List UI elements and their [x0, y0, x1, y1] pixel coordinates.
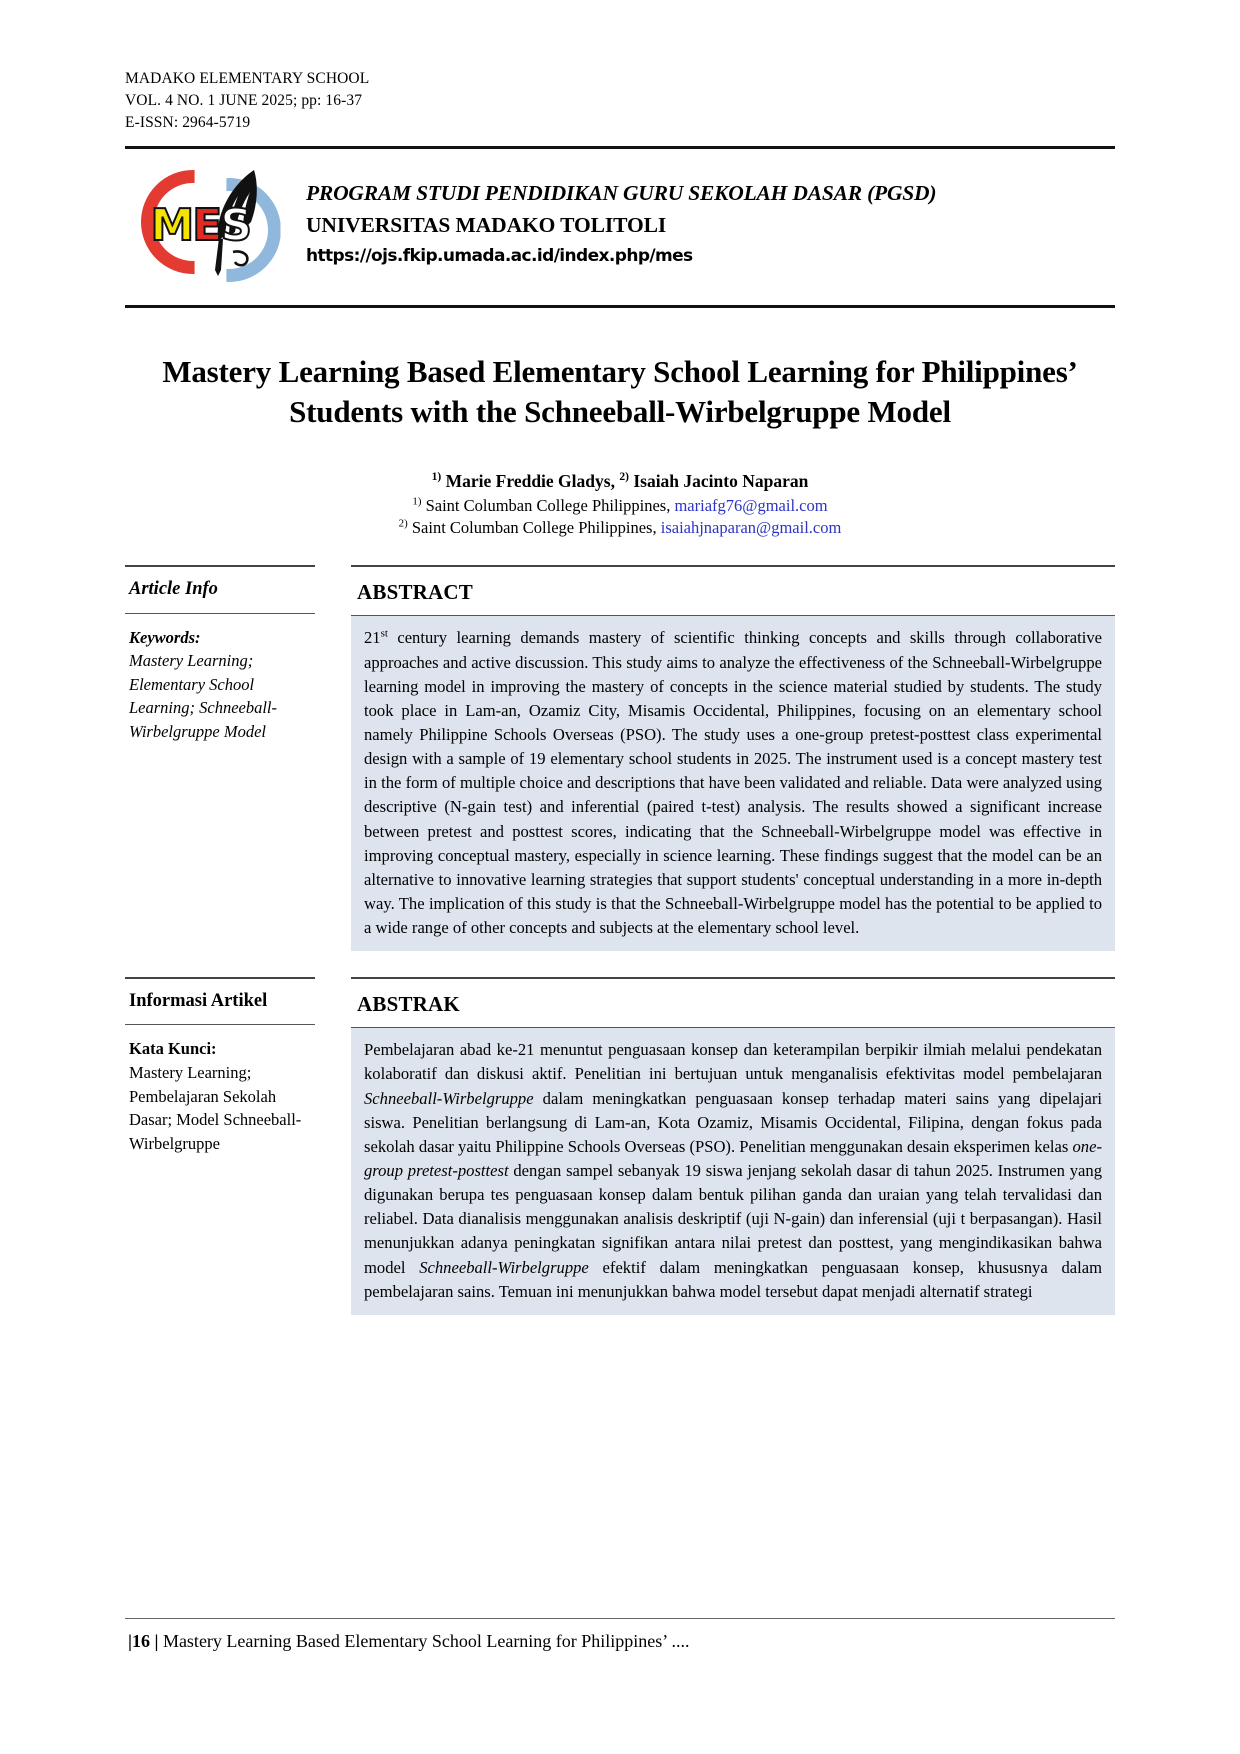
logo-letter-e: E	[192, 200, 221, 251]
kata-kunci-block	[125, 1025, 315, 1155]
abstrak-heading: ABSTRAK	[357, 992, 460, 1017]
indonesian-info-column	[125, 977, 315, 1315]
affiliation-2	[125, 517, 1115, 539]
abstrak-part-4: efektif dalam meningkatkan penguasaan konsep, khususnya dalam pembelajaran sains. Temuan ini menunjukkan bahwa model tersebut dapat menjadi alternatif strategi	[364, 1257, 1102, 1301]
volume-issue-pages: VOL. 4 NO. 1 JUNE 2025; pp: 16-37	[125, 92, 363, 109]
author-2-name: Isaiah Jacinto Naparan	[633, 470, 809, 491]
english-abstract-section	[125, 565, 1115, 951]
abstrak-italic-2: one-group pretest-posttest	[364, 1136, 1102, 1180]
masthead-text	[300, 181, 1115, 266]
page-footer	[128, 1631, 689, 1652]
abstract-lead-number: 21	[364, 628, 381, 648]
footer-divider	[125, 1618, 1115, 1619]
logo-letter-m: M	[150, 200, 193, 251]
abstrak-part-1: Pembelajaran abad ke-21 menuntut penguasaan konsep dan keterampilan berpikir ilmiah melalui pendekatan kolaboratif dan diskusi aktif. Penelitian ini bertujuan untuk menganalisis efektivitas model pembelajaran	[364, 1040, 1102, 1084]
abstract-lead-ordinal: st	[380, 627, 388, 640]
masthead	[125, 149, 1115, 293]
kata-kunci-value: Mastery Learning; Pembelajaran Sekolah Dasar; Model Schneeball-Wirbelgruppe	[129, 1063, 302, 1153]
author-2-email-link[interactable]: isaiahjnaparan@gmail.com	[660, 518, 842, 538]
abstract-text-english	[351, 616, 1115, 951]
abstrak-italic-1: Schneeball-Wirbelgruppe	[364, 1088, 534, 1108]
running-head	[125, 68, 1115, 134]
keywords-value: Mastery Learning; Elementary School Learning; Schneeball-Wirbelgruppe Model	[129, 651, 278, 741]
affiliation-1-text: Saint Columban College Philippines,	[425, 495, 671, 515]
footer-page-number: |16 |	[128, 1631, 159, 1651]
indonesian-abstract-section	[125, 977, 1115, 1315]
informasi-artikel-heading: Informasi Artikel	[129, 991, 268, 1012]
article-info-heading: Article Info	[129, 579, 218, 600]
logo-letter-s: S	[220, 200, 251, 251]
affiliation-block	[125, 495, 1115, 540]
affiliation-2-text: Saint Columban College Philippines,	[411, 518, 657, 538]
author-1-name: Marie Freddie Gladys,	[445, 470, 615, 491]
author-1-marker: 1)	[431, 470, 442, 483]
program-line: PROGRAM STUDI PENDIDIKAN GURU SEKOLAH DASAR (PGSD)	[306, 180, 937, 205]
abstrak-italic-3: Schneeball-Wirbelgruppe	[419, 1257, 589, 1277]
logo-mes-letters	[150, 200, 251, 251]
affiliation-2-marker: 2)	[398, 517, 408, 530]
author-list	[125, 471, 1115, 492]
abstract-text-indonesian	[351, 1028, 1115, 1315]
journal-name: MADAKO ELEMENTARY SCHOOL	[125, 70, 370, 87]
author-2-marker: 2)	[619, 470, 629, 483]
abstract-body: century learning demands mastery of scientific thinking concepts and skills through collaborative approaches and active discussion. This study aims to analyze the effectiveness of the Schneeball-Wirbelgruppe learning model in improving the mastery of concepts in the science material studied by students. The study took place in Lam-an, Ozamiz City, Misamis Occidental, Philippines, focusing on an elementary school namely Philippine Schools Overseas (PSO). The study uses a one-group pretest-posttest class experimental design with a sample of 19 elementary school students in 2025. The instrument used is a concept mastery test in the form of multiple choice and descriptions that have been validated and reliable. Data were analyzed using descriptive (N-gain test) and inferential (paired t-test) analysis. The results showed a significant increase between pretest and posttest scores, indicating that the Schneeball-Wirbelgruppe model was effective in improving conceptual mastery, especially in science learning. These findings suggest that the model can be an alternative to innovative learning strategies that support students' conceptual understanding in a more in-depth way. The implication of this study is that the Schneeball-Wirbelgruppe model has the potential to be applied to a wide range of other concepts and subjects at the elementary school level.	[364, 628, 1102, 938]
keywords-block	[125, 614, 315, 744]
english-info-column	[125, 565, 315, 951]
abstrak-part-3: dengan sampel sebanyak 19 siswa jenjang sekolah dasar di tahun 2025. Instrumen yang digunakan berupa tes penguasaan konsep dalam bentuk pilihan ganda dan uraian yang telah tervalidasi dan reliabel. Data dianalisis menggunakan analisis deskriptif (uji N-gain) dan inferensial (uji t berpasangan). Hasil menunjukkan adanya peningkatan signifikan antara nilai pretest dan posttest, yang mengindikasikan bahwa model	[364, 1161, 1102, 1277]
mes-logo-icon	[133, 164, 293, 282]
keywords-label: Keywords:	[129, 627, 201, 647]
affiliation-1	[125, 495, 1115, 517]
eissn: E-ISSN: 2964-5719	[125, 114, 251, 131]
affiliation-1-marker: 1)	[412, 495, 422, 508]
page-title: Mastery Learning Based Elementary School Learning for Philippines’ Students with the Schneeball-Wirbelgruppe Model	[162, 354, 1078, 430]
author-1-email-link[interactable]: mariafg76@gmail.com	[674, 495, 828, 515]
university-line: UNIVERSITAS MADAKO TOLITOLI	[306, 212, 667, 237]
indonesian-abstract-column	[351, 977, 1115, 1315]
english-abstract-column	[351, 565, 1115, 951]
abstrak-part-2: dalam meningkatkan penguasaan konsep terhadap materi sains yang dipelajari siswa. Penelitian berlangsung di Lam-an, Kota Ozamiz, Misamis Occidental, Filipina, dengan fokus pada sekolah dasar yaitu Philippine Schools Overseas (PSO). Penelitian menggunakan desain eksperimen kelas	[364, 1088, 1102, 1156]
abstract-heading: ABSTRACT	[357, 580, 473, 605]
logo-container	[125, 164, 300, 282]
kata-kunci-label: Kata Kunci:	[129, 1039, 217, 1059]
footer-short-title: Mastery Learning Based Elementary School Learning for Philippines’ ....	[162, 1631, 690, 1651]
journal-url[interactable]: https://ojs.fkip.umada.ac.id/index.php/mes	[306, 245, 693, 266]
